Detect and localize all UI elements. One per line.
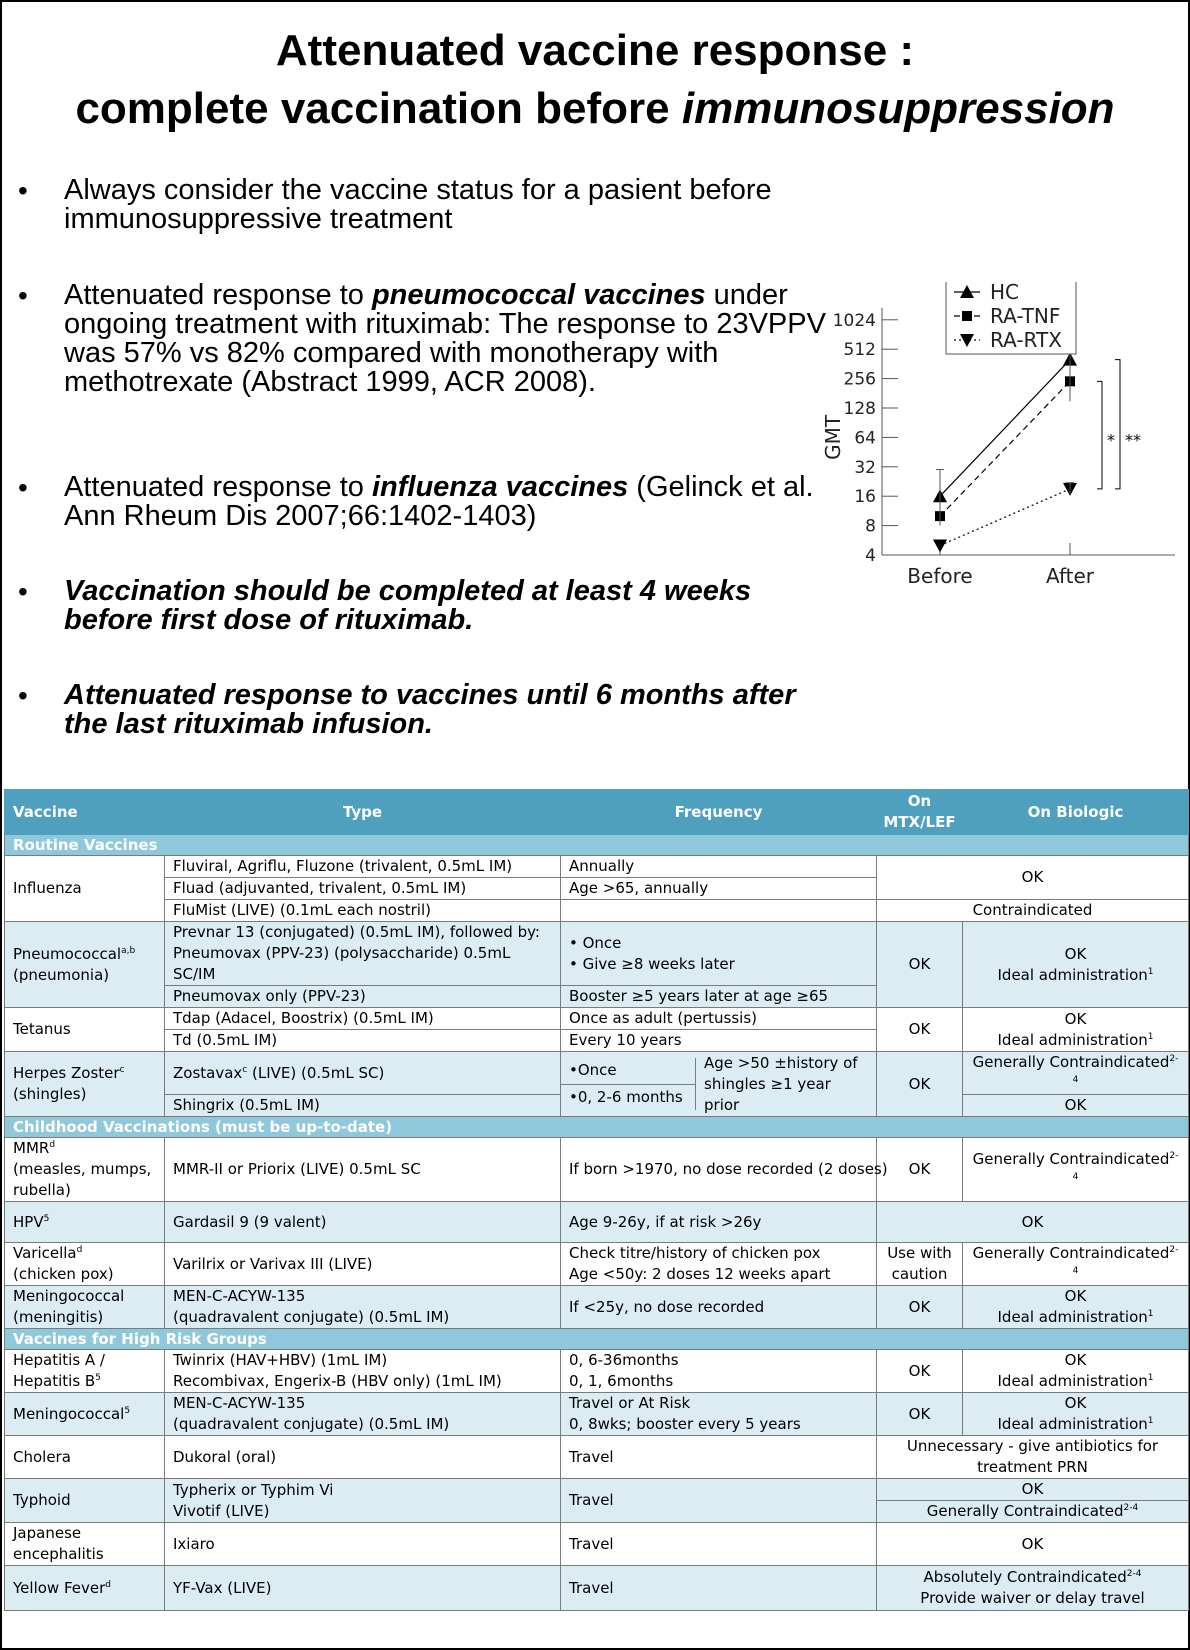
footnote-mark: 5 [43,1213,50,1224]
vaccine-name-sub: rubella) [13,1181,71,1199]
footnote-mark: 5 [95,1373,101,1383]
freq-cell: Travel [561,1479,877,1523]
vaccine-name: HPV [13,1212,44,1231]
vaccine-name: Meningococcal [13,1404,125,1423]
table-row [5,900,1189,922]
title-line-2-plain: complete vaccination before [75,84,682,133]
bullet-2-pre: Attenuated response to [64,279,372,311]
vaccine-typhoid: Typhoid [5,1479,165,1523]
chart-legend [946,282,1076,354]
section-routine: Routine Vaccines [5,835,1189,856]
vaccine-hepatitis [5,1350,165,1393]
freq-line: Age <50y: 2 doses 12 weeks apart [569,1265,831,1283]
mtx-cell: OK [877,1393,963,1436]
condition-line: Age >50 ±history of [704,1053,858,1072]
freq-line: • Give ≥8 weeks later [569,954,735,973]
vaccine-name: Pneumococcal [13,944,122,963]
y-tick-label: 4 [865,546,876,566]
freq-cell: Age >65, annually [561,878,877,900]
vaccine-name-sub: (shingles) [13,1085,87,1103]
bio-line: Generally Contraindicated [972,1244,1170,1262]
vaccine-tetanus: Tetanus [5,1008,165,1052]
y-tick-label: 16 [854,487,876,508]
freq-line: 0, 1, 6months [569,1372,674,1390]
vaccine-varicella [5,1243,165,1286]
type-cell [165,1286,561,1329]
gmt-chart [820,282,1180,592]
freq-cell: Annually [561,856,877,878]
footnote-mark: 2-4 [1072,1150,1179,1182]
bio-cell: OK [963,1095,1189,1117]
vaccine-name: Varicella [13,1244,77,1262]
bio-line: Ideal administration [997,1030,1148,1049]
freq-cell [561,1393,877,1436]
y-tick-label: 1024 [832,310,876,331]
status-line: Provide waiver or delay travel [920,1589,1145,1607]
footnote-mark: d [76,1245,83,1255]
type-line: (quadravalent conjugate) (0.5mL IM) [173,1415,450,1433]
y-axis-label: GMT [821,414,845,460]
legend-label: RA-TNF [990,304,1061,328]
bullet-2-post: under ongoing treatment with rituximab: The response to 23VPPV was 57% vs 82% compared with monotherapy with methotrexate (Abstract 1999, ACR 2008). [64,279,826,398]
type-line: Zostavax [173,1063,243,1082]
legend-label: HC [990,282,1020,304]
vaccine-name: Hepatitis A / [13,1351,105,1369]
vaccine-name-sub: (measles, mumps, [13,1160,152,1178]
bullet-3 [64,473,844,531]
freq-cell [561,1052,877,1117]
table-row [5,1138,1189,1202]
type-cell: Varilrix or Varivax III (LIVE) [165,1243,561,1286]
bullet-2-emph: pneumococcal vaccines [371,279,706,311]
type-cell [165,1052,561,1095]
bullet-2 [64,281,844,397]
type-cell: YF-Vax (LIVE) [165,1566,561,1611]
table-row [5,1052,1189,1095]
status-line: treatment PRN [977,1458,1088,1476]
type-line: Pneumovax (PPV-23) (polysaccharide) 0.5mL SC/IM [173,944,511,983]
table-header-row [5,790,1189,835]
freq-cell: If <25y, no dose recorded [561,1286,877,1329]
freq-cell: Travel [561,1566,877,1611]
bio-line: Ideal administration [997,1372,1148,1390]
table-row [5,1202,1189,1243]
bullet-dot: • [18,472,28,503]
bio-line: OK [1064,944,1087,963]
title-line-2-italic: immunosuppression [681,84,1115,133]
type-cell: Td (0.5mL IM) [165,1030,561,1052]
legend-label: RA-RTX [990,328,1062,352]
vaccine-table [4,789,1189,1611]
bio-line: Generally Contraindicated [972,1149,1170,1168]
title-line-1: Attenuated vaccine response : [275,26,915,75]
mtx-cell: OK [877,1350,963,1393]
vaccine-name: Japanese [13,1524,82,1542]
type-line: Vivotif (LIVE) [173,1501,270,1520]
title-line-2 [0,80,1190,138]
freq-cell: Every 10 years [561,1030,877,1052]
status-line: Absolutely Contraindicated [923,1568,1127,1586]
table-row [5,1436,1189,1479]
table-row [5,856,1189,878]
freq-cell: Age 9-26y, if at risk >26y [561,1202,877,1243]
slide-title [0,22,1190,138]
bio-cell [963,1286,1189,1329]
footnote-mark: c [119,1065,125,1075]
status-cell [877,1436,1189,1479]
vaccine-name: Yellow Fever [13,1578,106,1597]
type-cell [165,1479,561,1523]
footnote-mark: d [49,1140,56,1150]
type-cell: FluMist (LIVE) (0.1mL each nostril) [165,900,561,922]
y-tick-label: 512 [843,340,876,361]
series-line-ra-tnf [940,381,1070,516]
footnote-mark: c [242,1064,248,1075]
vaccine-name-sub: (chicken pox) [13,1265,114,1283]
footnote-mark: 2-4 [1126,1569,1142,1579]
vaccine-japanese-encephalitis [5,1523,165,1566]
chart-series [933,342,1141,552]
type-cell: Pneumovax only (PPV-23) [165,986,561,1008]
footnote-mark: 1 [1147,1309,1154,1319]
significance-bracket [1097,381,1102,489]
status-cell: OK [877,1479,1189,1501]
status-cell: Contraindicated [877,900,1189,922]
bullet-3-post: (Gelinck et al. Ann Rheum Dis 2007;66:1402-1403) [64,471,814,532]
vaccine-meningococcal-travel [5,1393,165,1436]
bio-cell [963,1350,1189,1393]
bio-cell [963,1393,1189,1436]
table-row [5,1566,1189,1611]
freq-line: Check titre/history of chicken pox [569,1244,821,1262]
type-line: (LIVE) (0.5mL SC) [247,1063,385,1082]
freq-line: 0, 6-36months [569,1351,679,1369]
significance-bracket [1115,360,1120,489]
footnote-mark: 1 [1147,1373,1154,1383]
table-row [5,922,1189,986]
status-line: Generally Contraindicated [926,1502,1124,1520]
freq-line: 0, 8wks; booster every 5 years [569,1415,801,1433]
table-row [5,1393,1189,1436]
freq-line: • Once [569,933,622,952]
type-cell: Shingrix (0.5mL IM) [165,1095,561,1117]
status-line: Unnecessary - give antibiotics for [906,1437,1159,1455]
status-cell: OK [877,856,1189,900]
footnote-mark: 1 [1147,1031,1154,1042]
table-row [5,1479,1189,1501]
type-line: Recombivax, Engerix-B (HBV only) (1mL IM) [173,1372,502,1390]
freq-cell: If born >1970, no dose recorded (2 doses) [561,1138,877,1202]
bullet-4: Vaccination should be completed at least 4 weeks before first dose of rituximab. [64,575,752,636]
x-tick-label: After [1045,564,1095,588]
footnote-mark: 2-4 [1123,1503,1139,1513]
bio-cell [963,1138,1189,1202]
type-cell: Gardasil 9 (9 valent) [165,1202,561,1243]
freq-cell [561,1350,877,1393]
freq-line: •Once [561,1058,695,1085]
freq-line: Travel or At Risk [569,1394,691,1412]
status-cell [877,1501,1189,1523]
bullet-3-emph: influenza vaccines [371,471,629,503]
y-tick-label: 32 [854,457,876,478]
table-row [5,1243,1189,1286]
freq-cell [561,1243,877,1286]
bio-line: Ideal administration [997,965,1148,984]
condition-line: shingles ≥1 year prior [704,1074,831,1114]
vaccine-hpv [5,1202,165,1243]
type-cell: Ixiaro [165,1523,561,1566]
type-cell [165,1393,561,1436]
bullet-dot: • [18,680,28,711]
footnote-mark: 1 [1147,966,1154,977]
bullet-dot: • [18,576,28,607]
bio-line: OK [1064,1394,1087,1412]
type-cell: MMR-II or Priorix (LIVE) 0.5mL SC [165,1138,561,1202]
vaccine-name-sub: (meningitis) [13,1308,104,1326]
table-row [5,1008,1189,1030]
vaccine-meningococcal [5,1286,165,1329]
bullet-3-pre: Attenuated response to [64,471,372,503]
type-line: Prevnar 13 (conjugated) (0.5mL IM), followed by: [173,923,540,941]
footnote-mark: a,b [121,945,136,956]
vaccine-yellow-fever [5,1566,165,1611]
significance-label: * [1107,430,1115,450]
bio-line: Generally Contraindicated [972,1053,1170,1071]
herpes-condition [696,1053,876,1114]
table-row [5,1523,1189,1566]
footnote-mark: 1 [1147,1416,1154,1426]
mtx-cell: OK [877,1008,963,1052]
mtx-line: Use with [887,1244,952,1262]
bio-cell [963,1052,1189,1095]
type-line: Typherix or Typhim Vi [173,1480,334,1499]
mtx-line: caution [891,1265,948,1283]
type-cell [165,1350,561,1393]
table-row [5,1350,1189,1393]
status-cell: OK [877,1202,1189,1243]
legend-marker [962,311,972,321]
freq-cell: Travel [561,1523,877,1566]
status-cell: OK [877,1523,1189,1566]
bio-line: Ideal administration [997,1415,1148,1433]
type-cell [165,922,561,986]
section-childhood: Childhood Vaccinations (must be up-to-date) [5,1117,1189,1138]
table-row [5,1286,1189,1329]
type-cell: Fluviral, Agriflu, Fluzone (trivalent, 0.5mL IM) [165,856,561,878]
vaccine-name: Herpes Zoster [13,1064,120,1082]
freq-cell: Booster ≥5 years later at age ≥65 [561,986,877,1008]
footnote-mark: d [105,1579,111,1590]
vaccine-mmr [5,1138,165,1202]
section-high-risk: Vaccines for High Risk Groups [5,1329,1189,1350]
data-point [933,540,947,553]
header-type: Type [165,790,561,835]
mtx-cell: OK [877,1052,963,1117]
bio-line: Ideal administration [997,1308,1148,1326]
freq-cell [561,900,877,922]
vaccine-name: Meningococcal [13,1287,125,1305]
footnote-mark: 2-4 [1072,1054,1179,1085]
type-cell: Dukoral (oral) [165,1436,561,1479]
type-line: MEN-C-ACYW-135 [173,1394,306,1412]
freq-cell: Once as adult (pertussis) [561,1008,877,1030]
vaccine-name-sub: Hepatitis B [13,1372,96,1390]
bio-cell [963,922,1189,1008]
status-cell [877,1566,1189,1611]
bio-cell [963,1243,1189,1286]
mtx-cell [877,1243,963,1286]
mtx-cell: OK [877,922,963,1008]
y-tick-label: 128 [843,399,876,419]
bullet-dot: • [18,175,28,206]
freq-cell [561,922,877,986]
type-line: Twinrix (HAV+HBV) (1mL IM) [173,1351,388,1369]
y-tick-label: 256 [843,369,876,390]
series-line-ra-rtx [940,489,1070,546]
bio-line: OK [1064,1351,1087,1369]
header-vaccine: Vaccine [5,790,165,835]
header-mtx: On MTX/LEF [877,790,963,835]
bullet-5: Attenuated response to vaccines until 6 months after the last rituximab infusion. [64,679,796,740]
vaccine-herpes-zoster [5,1052,165,1117]
type-line: (quadravalent conjugate) (0.5mL IM) [173,1308,450,1326]
vaccine-name: MMR [13,1139,50,1157]
vaccine-name-sub: encephalitis [13,1545,104,1563]
bio-cell [963,1008,1189,1052]
type-line: MEN-C-ACYW-135 [173,1287,306,1305]
mtx-cell: OK [877,1286,963,1329]
bullet-dot: • [18,280,28,311]
vaccine-influenza: Influenza [5,856,165,922]
freq-cell: Travel [561,1436,877,1479]
footnote-mark: 5 [124,1405,131,1416]
freq-line: •0, 2-6 months [569,1087,683,1106]
type-cell: Fluad (adjuvanted, trivalent, 0.5mL IM) [165,878,561,900]
vaccine-name-sub: (pneumonia) [13,965,110,984]
bullet-1: Always consider the vaccine status for a pasient before immunosuppressive treatment [64,174,772,235]
y-tick-label: 8 [865,516,876,537]
type-cell: Tdap (Adacel, Boostrix) (0.5mL IM) [165,1008,561,1030]
vaccine-cholera: Cholera [5,1436,165,1479]
header-frequency: Frequency [561,790,877,835]
x-tick-label: Before [907,564,973,588]
significance-label: ** [1125,430,1141,450]
series-line-hc [940,360,1070,497]
header-biologic: On Biologic [963,790,1189,835]
footnote-mark: 2-4 [1072,1245,1179,1276]
bio-line: OK [1064,1009,1087,1028]
vaccine-pneumococcal [5,922,165,1008]
mtx-cell: OK [877,1138,963,1202]
y-tick-label: 64 [854,428,876,449]
bio-line: OK [1064,1287,1087,1305]
